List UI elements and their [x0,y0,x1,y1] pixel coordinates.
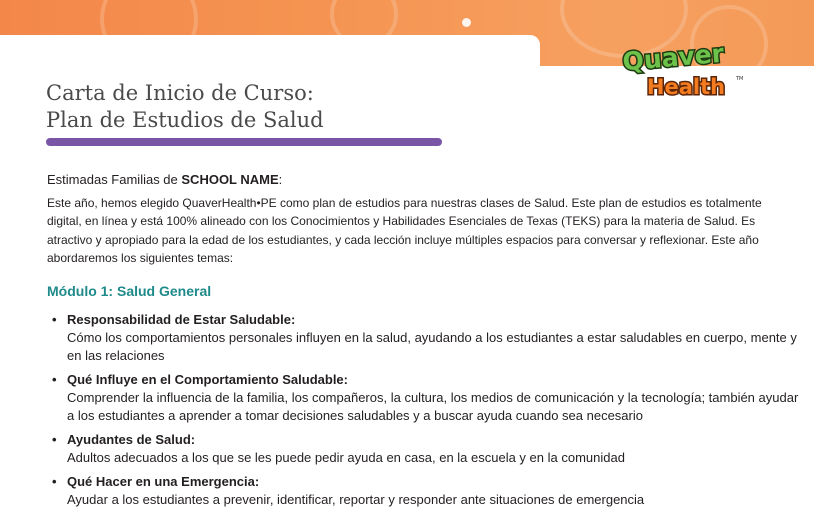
topic-description: Adultos adecuados a los que se les puede pedir ayuda en casa, en la escuela y en la comunidad [67,450,625,465]
title-underline-bar [46,138,442,146]
topic-title: Qué Hacer en una Emergencia: [67,474,260,489]
topic-title: Qué Influye en el Comportamiento Saludable: [67,372,348,387]
greeting [47,171,282,189]
intro-paragraph: Este año, hemos elegido QuaverHealth•PE como plan de estudios para nuestras clases de Salud. Este plan de estudios es totalmente digital, en línea y está 100% alineado con los Conocimientos y Habilidades Esenciales de Texas (TEKS) para la materia de Salud. Es atractivo y apropiado para la edad de los estudiantes, y cada lección incluye múltiples espacios para conversar y reflexionar. Este año abordaremos los siguientes temas: [47,196,762,266]
logo-trademark: TM [736,76,744,82]
title-line-1: Carta de Inicio de Curso: [46,81,314,105]
quaver-health-logo [612,38,742,102]
list-item [52,431,802,467]
topic-description: Comprender la influencia de la familia, los compañeros, la cultura, los medios de comunicación y la tecnología; también ayudar a los estudiantes a aprender a tomar decisiones saludables y a buscar ayuda cuando sea necesario [67,390,799,423]
logo-word-quaver: Quaver [621,38,726,77]
topic-title: Responsabilidad de Estar Saludable: [67,312,296,327]
list-item [52,371,802,425]
topic-title: Ayudantes de Salud: [67,432,196,447]
topic-description: Cómo los comportamientos personales influyen en la salud, ayudando a los estudiantes a estar saludables en cuerpo, mente y en las relaciones [67,330,797,363]
list-item [52,473,802,509]
topic-description: Ayudar a los estudiantes a prevenir, identificar, reportar y responder ante situaciones de emergencia [67,492,645,507]
bullet-icon: • [52,312,57,327]
bullet-icon: • [52,372,57,387]
bullet-icon: • [52,432,57,447]
school-name: SCHOOL NAME [181,172,279,187]
topic-list [52,311,802,515]
page-title [46,80,324,134]
list-item [52,311,802,365]
logo-word-health: Health [646,75,726,99]
greeting-prefix: Estimadas Familias de [47,172,182,187]
title-line-2: Plan de Estudios de Salud [46,108,324,132]
greeting-suffix: : [278,172,283,187]
banner-dot [462,18,471,27]
module-title: Módulo 1: Salud General [47,283,212,299]
bullet-icon: • [52,474,57,489]
